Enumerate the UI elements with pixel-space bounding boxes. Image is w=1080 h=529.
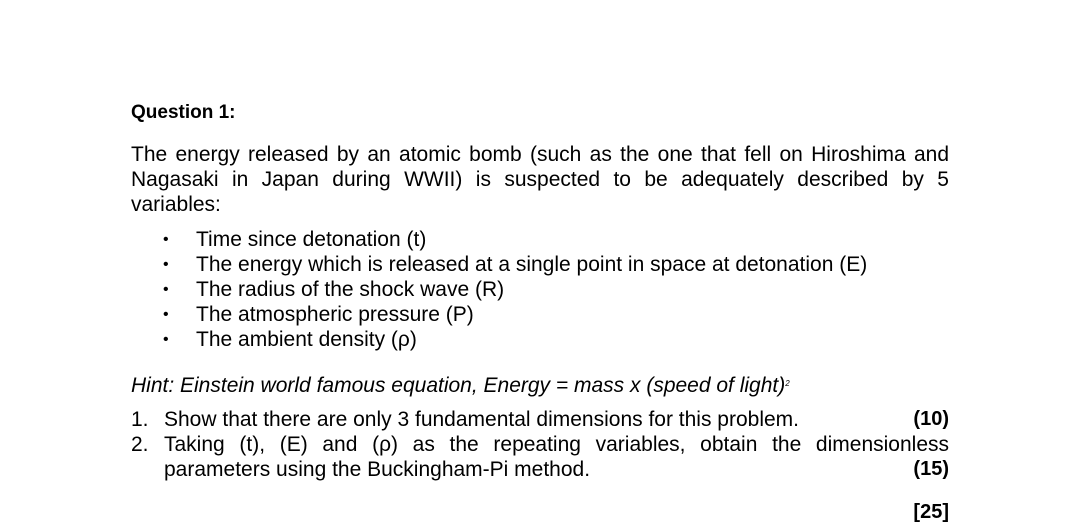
question-title: Question 1:	[131, 102, 236, 123]
variable-text: Time since detonation (t)	[196, 228, 427, 251]
question-intro: The energy released by an atomic bomb (such as the one that fell on Hiroshima and Nagasaki in Japan during WWII) is suspected to be adequately described by 5 variables:	[131, 143, 949, 216]
task-list	[131, 407, 949, 482]
bullet-icon: •	[163, 306, 169, 323]
variable-list	[131, 227, 949, 352]
total-marks: [25]	[913, 501, 949, 523]
task-marks: (10)	[913, 408, 949, 430]
task-number: 2.	[131, 433, 149, 456]
task-marks: (15)	[913, 458, 949, 480]
bullet-icon: •	[163, 256, 169, 273]
variable-text: The atmospheric pressure (P)	[196, 303, 474, 326]
variable-item	[131, 327, 949, 352]
variable-item	[131, 227, 949, 252]
variable-text: The radius of the shock wave (R)	[196, 278, 505, 301]
variable-text: The ambient density (ρ)	[196, 328, 417, 351]
hint-text	[131, 371, 790, 398]
bullet-icon: •	[163, 281, 169, 298]
task-text: Show that there are only 3 fundamental dimensions for this problem.	[164, 408, 800, 431]
variable-item	[131, 277, 949, 302]
task-item	[131, 407, 949, 432]
task-item	[131, 432, 949, 482]
hint-superscript: 2	[785, 379, 790, 388]
bullet-icon: •	[163, 231, 169, 248]
task-text: Taking (t), (E) and (ρ) as the repeating variables, obtain the dimensionless parameters using the Buckingham-Pi method.	[164, 433, 949, 481]
variable-item	[131, 302, 949, 327]
bullet-icon: •	[163, 331, 169, 348]
hint-body: Hint: Einstein world famous equation, Energy = mass x (speed of light)	[131, 374, 786, 397]
variable-text: The energy which is released at a single point in space at detonation (E)	[196, 253, 868, 276]
variable-item	[131, 252, 949, 277]
task-number: 1.	[131, 408, 149, 431]
